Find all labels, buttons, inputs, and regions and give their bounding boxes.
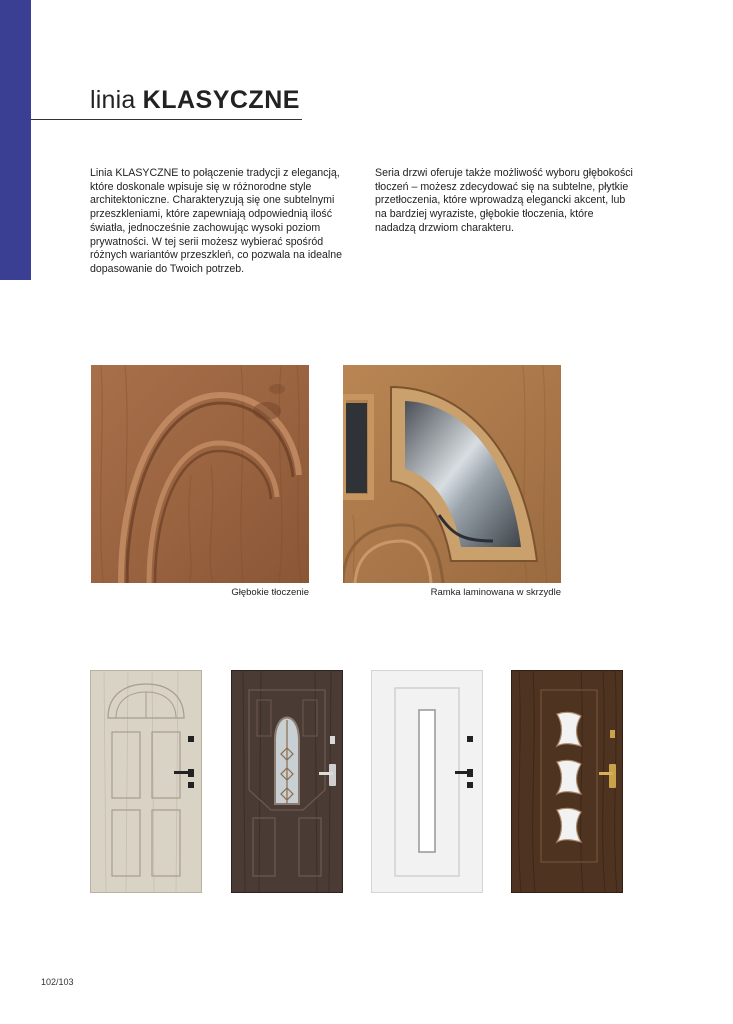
- door-dark-walnut: [231, 670, 343, 893]
- laminated-frame-photo: [343, 365, 561, 583]
- title-main: KLASYCZNE: [142, 86, 300, 114]
- intro-paragraph-left: Linia KLASYCZNE to połączenie tradycji z elegancją, które doskonale wpisuje się w różnorodne style architektoniczne. Charakteryzują się one subtelnymi przeszkleniami, które zapewniają odpowiednią ilość światła, jednocześnie zachowując wysoki poziom prywatności. W tej serii możesz wybierać spośród różnych wariantów przeszkleń, co pozwala na idealne dopasowanie do Twoich potrzeb.: [90, 167, 343, 275]
- door-dark-oak: [511, 670, 623, 893]
- accent-side-bar: [0, 0, 31, 280]
- deep-embossing-photo: [91, 365, 309, 583]
- title-underline: [31, 119, 302, 120]
- page-title: [90, 86, 300, 115]
- page-number: 102/103: [41, 977, 74, 987]
- deep-embossing-caption: Głębokie tłoczenie: [231, 587, 309, 598]
- intro-paragraph-right: Seria drzwi oferuje także możliwość wyboru głębokości tłoczeń – możesz zdecydować się na subtelne, płytkie przetłoczenia, które wprowadzą elegancki akcent, lub na bardziej wyraziste, głębokie tłoczenia, które nadadzą drzwiom charakteru.: [375, 167, 633, 234]
- door-light-oak: [90, 670, 202, 893]
- door-white: [371, 670, 483, 893]
- title-prefix: linia: [90, 86, 136, 114]
- laminated-frame-caption: Ramka laminowana w skrzydle: [430, 587, 561, 598]
